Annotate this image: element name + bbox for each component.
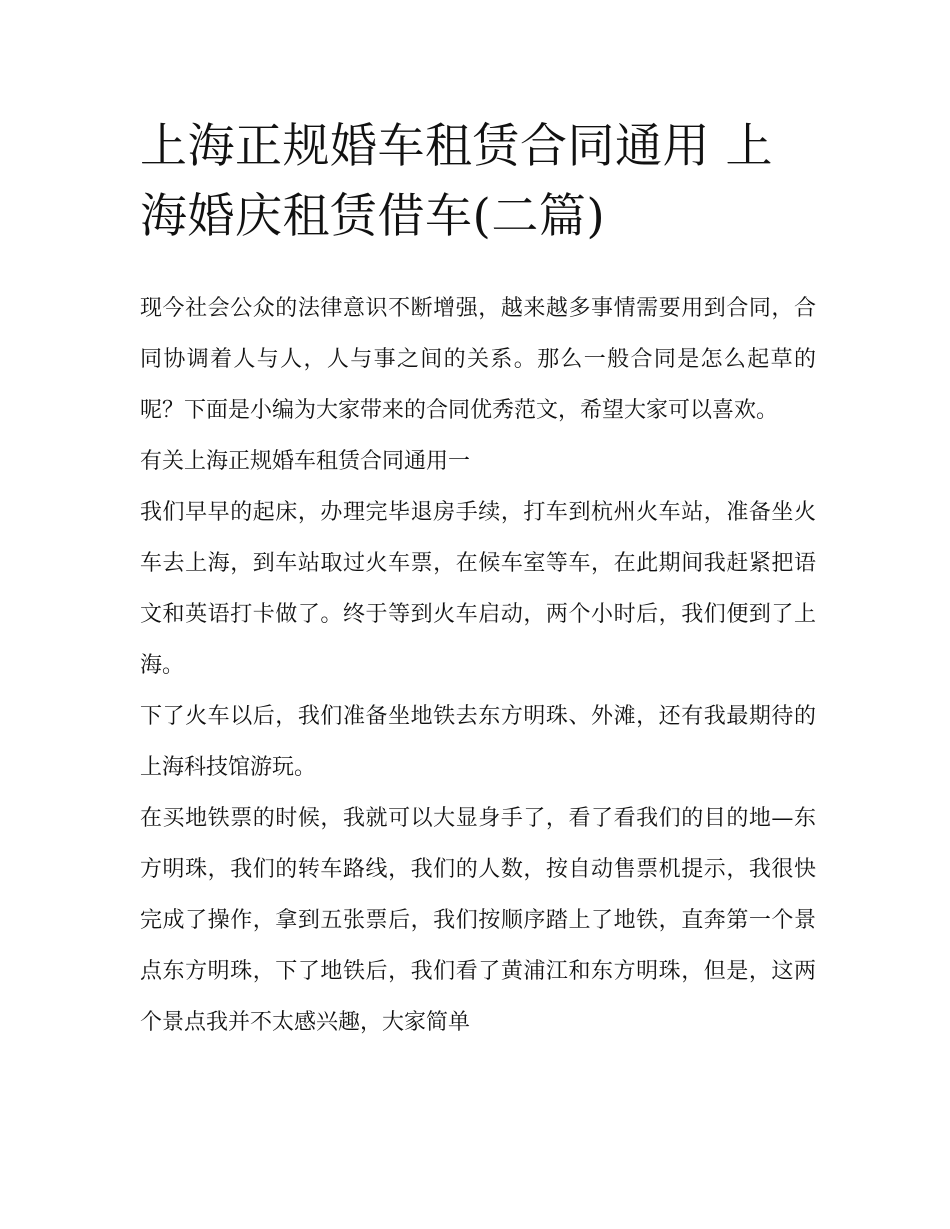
paragraph-departure: 我们早早的起床，办理完毕退房手续，打车到杭州火车站，准备坐火车去上海，到车站取过火车票，在候车室等车，在此期间我赶紧把语文和英语打卡做了。终于等到火车启动，两个小时后，我们便到了上海。 xyxy=(140,500,816,678)
paragraph-ticket-purchase: 在买地铁票的时候，我就可以大显身手了，看了看我们的目的地—东方明珠，我们的转车路线，我们的人数，按自动售票机提示，我很快完成了操作，拿到五张票后，我们按顺序踏上了地铁，直奔第一个景点东方明珠，下了地铁后，我们看了黄浦江和东方明珠，但是，这两个景点我并不太感兴趣，大家简单 xyxy=(140,806,816,1035)
paragraph-intro: 现今社会公众的法律意识不断增强，越来越多事情需要用到合同，合同协调着人与人，人与事之间的关系。那么一般合同是怎么起草的呢？下面是小编为大家带来的合同优秀范文，希望大家可以喜欢。 xyxy=(140,296,816,423)
section-heading: 有关上海正规婚车租赁合同通用一 xyxy=(140,449,471,474)
document-title: 上海正规婚车租赁合同通用 上海婚庆租赁借车(二篇) xyxy=(140,119,773,244)
document-body xyxy=(140,283,816,1048)
paragraph-subway-plan: 下了火车以后，我们准备坐地铁去东方明珠、外滩，还有我最期待的上海科技馆游玩。 xyxy=(140,704,816,780)
